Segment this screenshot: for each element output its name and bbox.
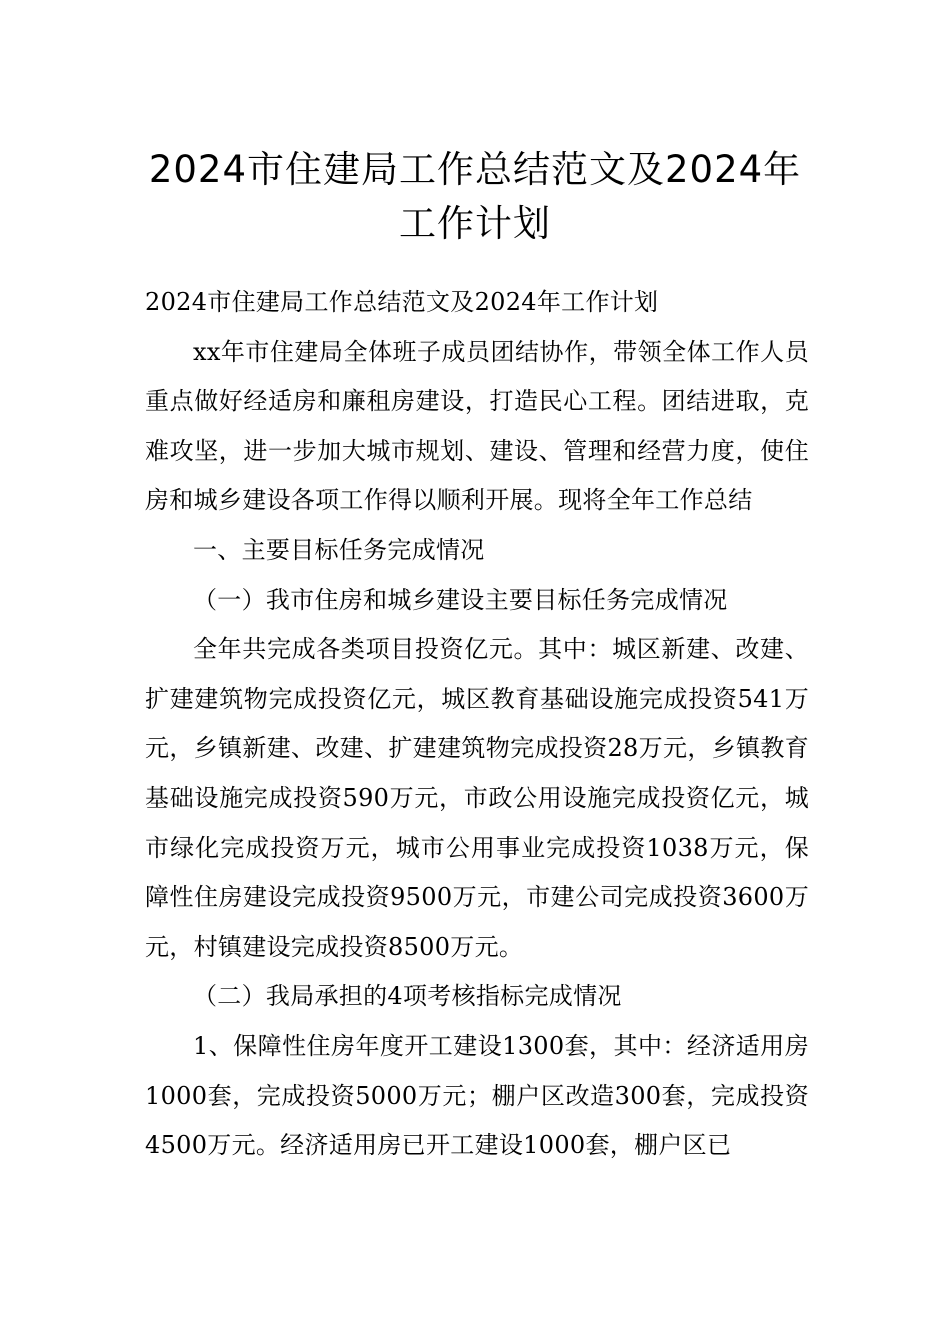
document-body [145, 278, 809, 1171]
title-line-1: 2024市住建局工作总结范文及2024年 [148, 147, 802, 191]
subsection-heading-2: （二）我局承担的4项考核指标完成情况 [193, 982, 622, 1011]
investment-paragraph: 全年共完成各类项目投资亿元。其中：城区新建、改建、扩建建筑物完成投资亿元，城区教育基础设施完成投资541万元，乡镇新建、改建、扩建建筑物完成投资28万元，乡镇教育基础设施完成投资590万元，市政公用设施完成投资亿元，城市绿化完成投资万元，城市公用事业完成投资1038万元，保障性住房建设完成投资9500万元，市建公司完成投资3600万元，村镇建设完成投资8500万元。 [145, 635, 809, 961]
section-heading-1: 一、主要目标任务完成情况 [193, 535, 485, 564]
subtitle-paragraph: 2024市住建局工作总结范文及2024年工作计划 [145, 288, 659, 316]
document-title [100, 143, 850, 251]
subsection-heading-1: （一）我市住房和城乡建设主要目标任务完成情况 [193, 585, 728, 614]
title-line-2: 工作计划 [399, 201, 551, 245]
intro-paragraph: xx年市住建局全体班子成员团结协作，带领全体工作人员重点做好经适房和廉租房建设，打造民心工程。团结进取，克难攻坚，进一步加大城市规划、建设、管理和经营力度，使住房和城乡建设各项工作得以顺利开展。现将全年工作总结 [145, 337, 809, 515]
housing-paragraph: 1、保障性住房年度开工建设1300套，其中：经济适用房1000套，完成投资5000万元；棚户区改造300套，完成投资4500万元。经济适用房已开工建设1000套，棚户区已 [145, 1031, 809, 1160]
